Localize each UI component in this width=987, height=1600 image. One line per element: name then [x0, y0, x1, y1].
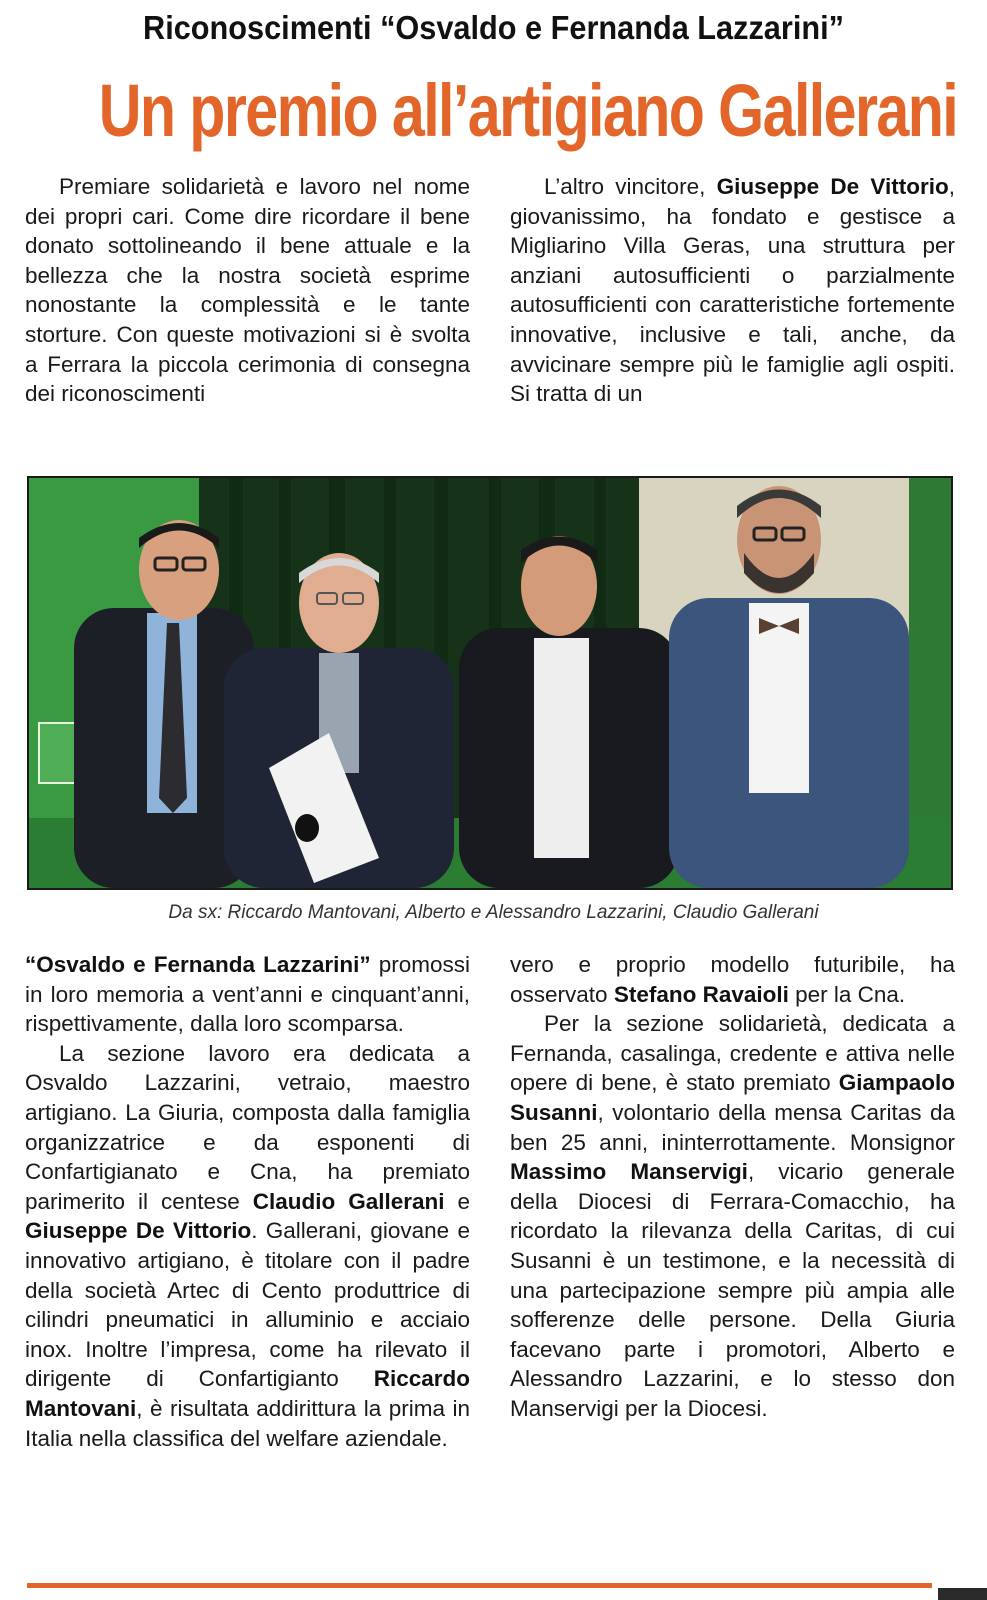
text-run: vero e proprio modello futuribile, ha osservato: [510, 952, 955, 1007]
person-name: Riccardo Mantovani: [25, 1366, 470, 1421]
text-run: , volontario della mensa Caritas da ben 25 anni, ininterrottamente. Monsignor: [510, 1099, 955, 1155]
text-column-4: [510, 950, 955, 1424]
paragraph: [510, 172, 955, 409]
text-column-1: [25, 172, 470, 444]
person-name: Claudio Gallerani: [252, 1188, 445, 1214]
text-column-2: [510, 172, 955, 444]
paragraph: [25, 1039, 470, 1453]
paragraph: Premiare solidarietà e lavoro nel nome dei propri cari. Come dire ricordare il bene donato sottolineando il bene attuale e la bellezza che la nostra società esprime nonostante la complessità e le tante storture. Con queste motivazioni si è svolta a Ferrara la piccola cerimonia di consegna dei riconoscimenti: [25, 174, 470, 407]
paragraph: [25, 950, 470, 1039]
article-kicker: Riconoscimenti “Osvaldo e Fernanda Lazzarini”: [143, 9, 844, 46]
person-name: Giampaolo Susanni: [510, 1070, 955, 1125]
text-run: , giovanissimo, ha fondato e gestisce a Migliarino Villa Geras, una struttura per anziani autosufficienti o parzialmente autosufficienti con caratteristiche fortemente innovative, inclusive e tali, anche, da avvicinare sempre più le famiglie agli ospiti. Si tratta di un: [510, 174, 955, 407]
text-run: Per la sezione solidarietà, dedicata a Fernanda, casalinga, credente e attiva nelle opere di bene, è stato premiato: [510, 1011, 955, 1096]
person-name: Massimo Manservigi: [510, 1159, 748, 1185]
person-name: Giuseppe De Vittorio: [25, 1218, 252, 1244]
text-run: La sezione lavoro era dedicata a Osvaldo Lazzarini, vetraio, maestro artigiano. La Giuria, composta dalla famiglia organizzatrice e da esponenti di Confartigianato e Cna, ha premiato parimerito il centese: [25, 1040, 470, 1214]
bottom-rule: [27, 1583, 932, 1588]
text-run: . Gallerani, giovane e innovativo artigiano, è titolare con il padre della società Artec di Cento produttrice di cilindri pneumatici in alluminio e acciaio inox. Inoltre l’impresa, come ha rilevato il dirigente di Confartigianto: [25, 1218, 470, 1392]
paragraph: [510, 950, 955, 1009]
text-run: promossi in loro memoria a vent’anni e cinquant’anni, rispettivamente, dalla loro scomparsa.: [25, 952, 470, 1037]
page-corner-mark: [938, 1588, 987, 1600]
photo-caption: Da sx: Riccardo Mantovani, Alberto e Alessandro Lazzarini, Claudio Gallerani: [168, 902, 819, 923]
text-run: L’altro vincitore,: [544, 174, 717, 199]
text-run: per la Cna.: [788, 981, 906, 1007]
text-run: , vicario generale della Diocesi di Ferrara-Comacchio, ha ricordato la rilevanza della Caritas, di cui Susanni è un testimone, e la necessità di una partecipazione sempre più ampia alle sofferenze delle persone. Della Giuria facevano parte i promotori, Alberto e Alessandro Lazzarini, e lo stesso don Manservigi per la Diocesi.: [510, 1159, 955, 1421]
text-run: e: [444, 1188, 470, 1214]
person-name: Giuseppe De Vittorio: [716, 174, 949, 199]
paragraph: [510, 1009, 955, 1423]
text-run: , è risultata addirittura la prima in Italia nella classifica del welfare aziendale.: [25, 1395, 470, 1451]
award-name: “Osvaldo e Fernanda Lazzarini”: [25, 952, 371, 977]
article-headline: Un premio all’artigiano Gallerani: [98, 69, 958, 152]
person-name: Stefano Ravaioli: [613, 981, 789, 1007]
group-photo-illustration: [29, 478, 951, 888]
article-photo: [27, 476, 953, 890]
text-column-3: [25, 950, 470, 1453]
